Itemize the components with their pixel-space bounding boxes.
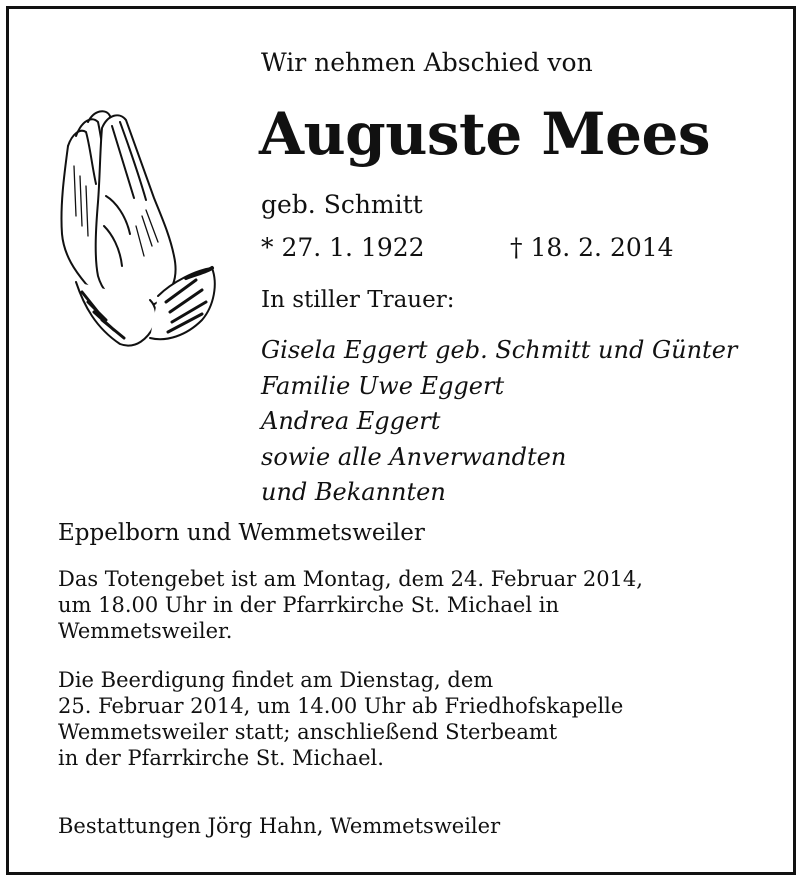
mourner-item: sowie alle Anverwandten	[261, 442, 567, 471]
birth-date: * 27. 1. 1922	[261, 233, 425, 262]
place-line: Eppelborn und Wemmetsweiler	[58, 520, 425, 546]
mourner-item: Familie Uwe Eggert	[261, 371, 505, 400]
deceased-name: Auguste Mees	[259, 100, 711, 168]
funeral-line: 25. Februar 2014, um 14.00 Uhr ab Friedhofskapelle	[58, 694, 624, 718]
undertaker-line: Bestattungen Jörg Hahn, Wemmetsweiler	[58, 814, 501, 838]
funeral-line: in der Pfarrkirche St. Michael.	[58, 746, 384, 770]
mourner-item: Andrea Eggert	[261, 407, 441, 435]
mourner-list	[261, 333, 737, 511]
service-paragraph	[58, 566, 643, 644]
funeral-paragraph	[58, 667, 623, 771]
funeral-line: Wemmetsweiler statt; anschließend Sterbeamt	[58, 720, 558, 744]
funeral-line: Die Beerdigung findet am Dienstag, dem	[58, 668, 494, 692]
praying-hands-icon	[46, 106, 218, 352]
notice-intro: Wir nehmen Abschied von	[261, 48, 593, 77]
death-date: † 18. 2. 2014	[510, 233, 674, 262]
mourning-heading: In stiller Trauer:	[261, 287, 455, 313]
service-line: um 18.00 Uhr in der Pfarrkirche St. Michael in	[58, 593, 559, 617]
mourner-item: Gisela Eggert geb. Schmitt und Günter	[261, 336, 738, 364]
service-line: Wemmetsweiler.	[58, 619, 233, 643]
mourner-item: und Bekannten	[261, 478, 446, 506]
service-line: Das Totengebet ist am Montag, dem 24. Februar 2014,	[58, 567, 643, 591]
birth-name: geb. Schmitt	[261, 190, 423, 219]
